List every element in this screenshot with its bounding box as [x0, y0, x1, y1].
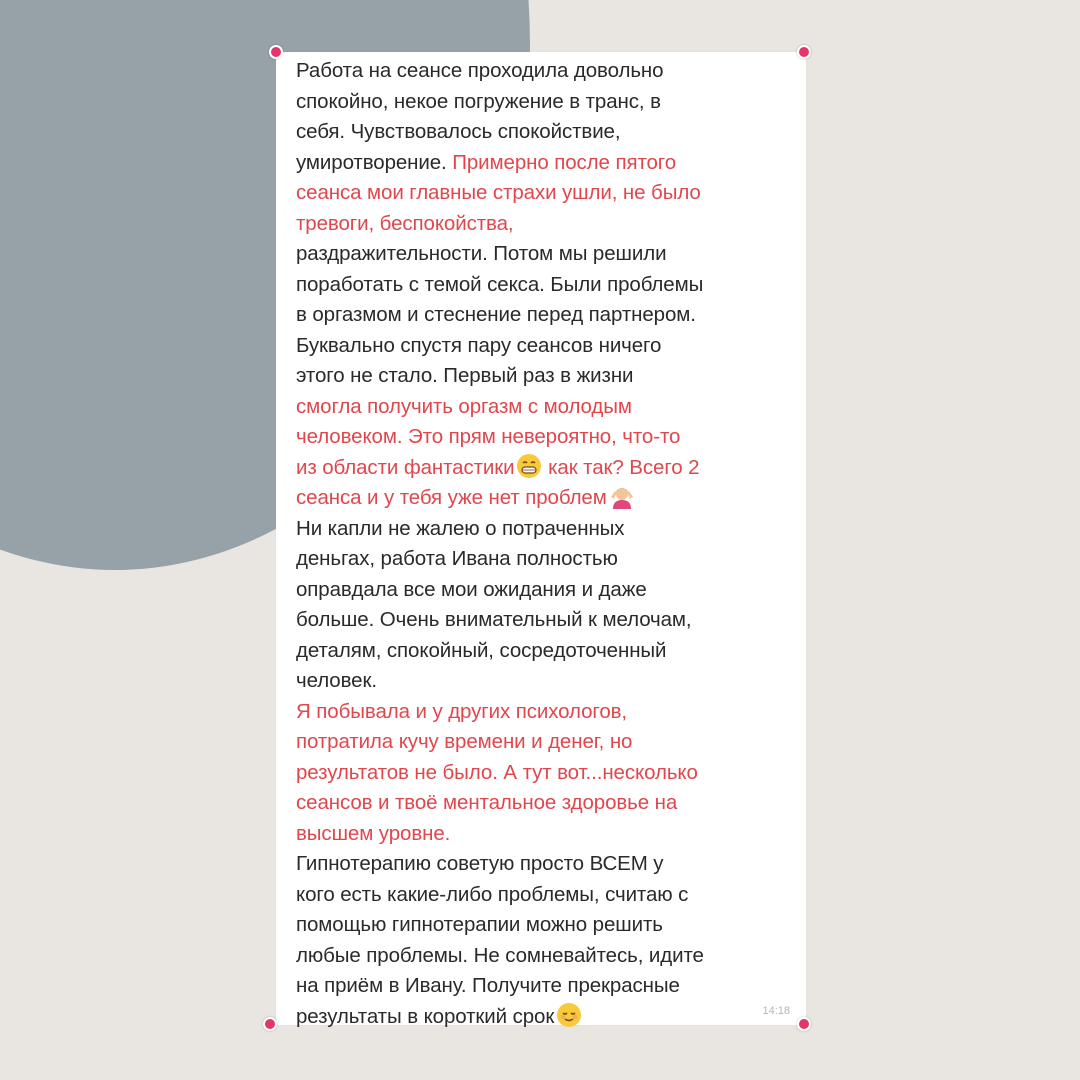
highlighted-text: человеком. Это прям невероятно, что-то: [296, 425, 681, 448]
message-text-segment: этого не стало. Первый раз в жизни: [296, 364, 634, 387]
message-line: [296, 880, 792, 911]
message-line: [296, 178, 792, 209]
message-line: [296, 422, 792, 453]
message-text-segment: кого есть какие-либо проблемы, считаю с: [296, 882, 689, 906]
message-line: [296, 331, 792, 362]
highlighted-text: как так? Всего 2: [542, 455, 700, 479]
message-text-segment: деталям, спокойный, сосредоточенный: [296, 638, 667, 662]
grin-emoji-icon: [516, 453, 542, 479]
highlighted-text: потратила кучу времени и денег, но: [296, 730, 633, 753]
highlighted-text: смогла получить оргазм с молодым: [296, 394, 632, 418]
message-line: [296, 270, 792, 301]
message-text-segment: оправдала все мои ожидания и даже: [296, 577, 647, 601]
message-line: [296, 148, 792, 179]
message-line: [296, 1002, 792, 1033]
message-text-segment: умиротворение.: [296, 150, 453, 174]
message-line: [296, 117, 792, 148]
message-text-segment: спокойно, некое погружение в транс, в: [296, 89, 661, 113]
message-text-segment: себя. Чувствовалось спокойствие,: [296, 120, 621, 143]
highlighted-text: сеансов и твоё ментальное здоровье на: [296, 791, 678, 814]
message-text-segment: Ни капли не жалею о потраченных: [296, 516, 625, 540]
message-text-segment: Буквально спустя пару сеансов ничего: [296, 333, 662, 357]
message-line: [296, 453, 792, 484]
message-line: [296, 514, 792, 545]
message-text-segment: деньгах, работа Ивана полностью: [296, 547, 618, 570]
message-line: [296, 819, 792, 850]
message-text-segment: помощью гипнотерапии можно решить: [296, 913, 663, 936]
highlighted-text: сеанса и у тебя уже нет проблем: [296, 486, 607, 509]
message-text-segment: человек.: [296, 669, 377, 692]
highlighted-text: результатов не было. А тут вот...несколько: [296, 760, 698, 784]
message-line: [296, 727, 792, 758]
crop-handle-top-left[interactable]: [269, 45, 283, 59]
relieved-emoji-icon: [556, 1002, 582, 1028]
message-line: [296, 758, 792, 789]
message-line: [296, 361, 792, 392]
message-line: [296, 483, 792, 514]
message-line: [296, 697, 792, 728]
message-text-segment: результаты в короткий срок: [296, 1004, 555, 1028]
message-line: [296, 941, 792, 972]
message-line: [296, 910, 792, 941]
message-line: [296, 575, 792, 606]
highlighted-text: из области фантастики: [296, 455, 515, 479]
message-line: [296, 56, 792, 87]
message-line: [296, 300, 792, 331]
message-text-segment: поработать с темой секса. Были проблемы: [296, 272, 704, 296]
message-line: [296, 788, 792, 819]
message-text-segment: в оргазмом и стеснение перед партнером.: [296, 303, 696, 326]
message-text: [296, 56, 792, 1032]
message-line: [296, 636, 792, 667]
crop-handle-top-right[interactable]: [797, 45, 811, 59]
message-text-segment: Работа на сеансе проходила довольно: [296, 59, 664, 82]
crop-handle-bottom-left[interactable]: [263, 1017, 277, 1031]
message-text-segment: Гипнотерапию советую просто ВСЕМ у: [296, 852, 664, 875]
highlighted-text: Примерно после пятого: [452, 150, 677, 174]
message-line: [296, 605, 792, 636]
message-text-segment: любые проблемы. Не сомневайтесь, идите: [296, 943, 704, 967]
shrug-emoji-icon: [609, 483, 635, 509]
message-line: [296, 239, 792, 270]
highlighted-text: сеанса мои главные страхи ушли, не было: [296, 181, 701, 204]
highlighted-text: высшем уровне.: [296, 821, 451, 845]
message-text-segment: больше. Очень внимательный к мелочам,: [296, 608, 692, 631]
message-line: [296, 666, 792, 697]
highlighted-text: Я побывала и у других психологов,: [296, 699, 628, 723]
message-line: [296, 87, 792, 118]
message-line: [296, 971, 792, 1002]
crop-handle-bottom-right[interactable]: [797, 1017, 811, 1031]
message-text-segment: раздражительности. Потом мы решили: [296, 242, 667, 265]
message-line: [296, 209, 792, 240]
message-timestamp: 14:18: [762, 1005, 790, 1017]
message-line: [296, 849, 792, 880]
message-line: [296, 544, 792, 575]
message-line: [296, 392, 792, 423]
message-text-segment: на приём в Ивану. Получите прекрасные: [296, 974, 680, 997]
message-bubble: [276, 52, 806, 1028]
highlighted-text: тревоги, беспокойства,: [296, 211, 514, 235]
